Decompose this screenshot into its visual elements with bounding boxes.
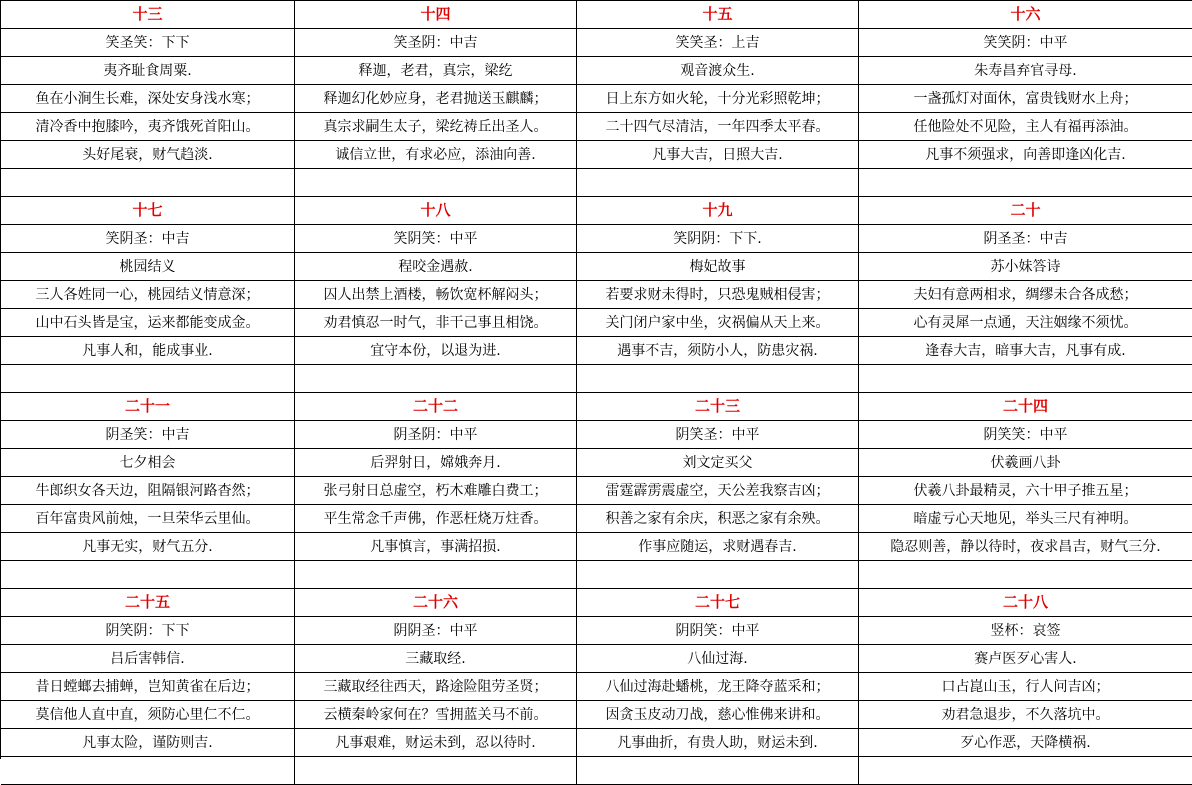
lot-verse-line-1: 雷霆霹雳震虚空，天公差我察吉凶； xyxy=(577,477,859,505)
spacer-row xyxy=(859,365,1192,393)
spacer-row xyxy=(295,757,577,785)
lot-result: 阴阴圣：中平 xyxy=(295,617,577,645)
spacer-row xyxy=(1,169,295,197)
lot-story: 夷齐耻食周粟. xyxy=(1,57,295,85)
spacer-row xyxy=(1,561,295,589)
lot-advice: 凡事人和，能成事业. xyxy=(1,337,295,365)
lot-number: 十七 xyxy=(1,197,295,225)
lot-result: 阴笑阴：下下 xyxy=(1,617,295,645)
lot-number: 十六 xyxy=(859,1,1192,29)
lot-advice: 诚信立世，有求必应，添油向善. xyxy=(295,141,577,169)
lot-result: 笑圣笑：下下 xyxy=(1,29,295,57)
lot-advice: 凡事慎言，事满招损. xyxy=(295,533,577,561)
lot-story: 伏羲画八卦 xyxy=(859,449,1192,477)
lot-verse-line-1: 八仙过海赴蟠桃，龙王降夺蓝采和； xyxy=(577,673,859,701)
lot-advice: 凡事曲折，有贵人助，财运未到. xyxy=(577,729,859,757)
lot-result: 笑阴笑：中平 xyxy=(295,225,577,253)
lot-verse-line-2: 平生常念千声佛，作恶枉烧万炷香。 xyxy=(295,505,577,533)
lot-story: 赛卢医歹心害人. xyxy=(859,645,1192,673)
spacer-row xyxy=(577,169,859,197)
spacer-row xyxy=(859,757,1192,785)
lot-number: 十三 xyxy=(1,1,295,29)
lot-verse-line-1: 日上东方如火轮，十分光彩照乾坤； xyxy=(577,85,859,113)
lot-number: 二十 xyxy=(859,197,1192,225)
lot-advice: 遇事不吉，须防小人，防患灾祸. xyxy=(577,337,859,365)
lot-advice: 作事应随运，求财遇春吉. xyxy=(577,533,859,561)
spacer-row xyxy=(859,561,1192,589)
lot-story: 程咬金遇赦. xyxy=(295,253,577,281)
lot-verse-line-2: 劝君慎忍一时气，非干己事且相饶。 xyxy=(295,309,577,337)
lot-advice: 凡事无实，财气五分. xyxy=(1,533,295,561)
lot-verse-line-2: 劝君急退步，不久落坑中。 xyxy=(859,701,1192,729)
lot-story: 梅妃故事 xyxy=(577,253,859,281)
lot-verse-line-2: 任他险处不见险，主人有福再添油。 xyxy=(859,113,1192,141)
lot-result: 阴笑圣：中平 xyxy=(577,421,859,449)
lot-verse-line-2: 暗虚亏心天地见，举头三尺有神明。 xyxy=(859,505,1192,533)
spacer-row xyxy=(859,169,1192,197)
lot-number: 二十一 xyxy=(1,393,295,421)
spacer-row xyxy=(577,757,859,785)
lot-verse-line-2: 百年富贵风前烛，一旦荣华云里仙。 xyxy=(1,505,295,533)
lot-number: 二十七 xyxy=(577,589,859,617)
lot-verse-line-1: 昔日螳螂去捕蝉，岂知黄雀在后边； xyxy=(1,673,295,701)
lot-story: 苏小妹答诗 xyxy=(859,253,1192,281)
lot-verse-line-2: 莫信他人直中直，须防心里仁不仁。 xyxy=(1,701,295,729)
spacer-row xyxy=(1,365,295,393)
lot-story: 释迦，老君，真宗，梁纥 xyxy=(295,57,577,85)
spacer-row xyxy=(295,169,577,197)
lot-story: 三藏取经. xyxy=(295,645,577,673)
lot-story: 朱寿昌弃官寻母. xyxy=(859,57,1192,85)
lot-result: 阴阴笑：中平 xyxy=(577,617,859,645)
lot-number: 十五 xyxy=(577,1,859,29)
lot-verse-line-1: 伏羲八卦最精灵，六十甲子推五星； xyxy=(859,477,1192,505)
lot-story: 吕后害韩信. xyxy=(1,645,295,673)
spacer-row xyxy=(577,561,859,589)
lot-advice: 隐忍则善，静以待时，夜求昌吉，财气三分. xyxy=(859,533,1192,561)
lot-number: 二十三 xyxy=(577,393,859,421)
lot-story: 七夕相会 xyxy=(1,449,295,477)
lot-result: 笑阴阴：下下. xyxy=(577,225,859,253)
lot-advice: 逢春大吉，暗事大吉，凡事有成. xyxy=(859,337,1192,365)
lot-result: 阴圣笑：中吉 xyxy=(1,421,295,449)
lot-result: 笑笑阴：中平 xyxy=(859,29,1192,57)
lot-verse-line-2: 清冷香中抱膝吟，夷齐饿死首阳山。 xyxy=(1,113,295,141)
lot-advice: 宜守本份，以退为进. xyxy=(295,337,577,365)
lot-result: 阴笑笑：中平 xyxy=(859,421,1192,449)
spacer-row xyxy=(295,561,577,589)
spacer-row xyxy=(1,757,295,785)
lot-story: 刘文定买父 xyxy=(577,449,859,477)
lot-number: 二十六 xyxy=(295,589,577,617)
lot-verse-line-1: 口占崑山玉，行人问吉凶； xyxy=(859,673,1192,701)
lot-verse-line-2: 山中石头皆是宝，运来都能变成金。 xyxy=(1,309,295,337)
lot-verse-line-2: 云横秦岭家何在？雪拥蓝关马不前。 xyxy=(295,701,577,729)
lot-verse-line-1: 牛郎织女各天边，阻隔银河路杳然； xyxy=(1,477,295,505)
lot-verse-line-2: 关门闭户家中坐，灾祸偏从天上来。 xyxy=(577,309,859,337)
lot-verse-line-1: 三人各姓同一心，桃园结义情意深； xyxy=(1,281,295,309)
lot-number: 十九 xyxy=(577,197,859,225)
lot-verse-line-1: 一盏孤灯对面休，富贵钱财水上舟； xyxy=(859,85,1192,113)
lot-verse-line-1: 张弓射日总虚空，朽木难雕白费工； xyxy=(295,477,577,505)
lot-verse-line-2: 真宗求嗣生太子，梁纥祷丘出圣人。 xyxy=(295,113,577,141)
lot-story: 后羿射日，嫦娥奔月. xyxy=(295,449,577,477)
lot-verse-line-1: 鱼在小涧生长难，深处安身浅水寒； xyxy=(1,85,295,113)
lot-number: 十八 xyxy=(295,197,577,225)
lot-verse-line-1: 释迦幻化妙应身，老君抛送玉麒麟； xyxy=(295,85,577,113)
lot-result: 阴圣圣：中吉 xyxy=(859,225,1192,253)
lot-verse-line-1: 三藏取经往西天，路途险阻劳圣贤； xyxy=(295,673,577,701)
spacer-row xyxy=(295,365,577,393)
lot-advice: 歹心作恶，天降横祸. xyxy=(859,729,1192,757)
lot-number: 二十五 xyxy=(1,589,295,617)
lot-number: 二十八 xyxy=(859,589,1192,617)
lot-advice: 头好尾衰，财气趋淡. xyxy=(1,141,295,169)
lot-result: 笑圣阴：中吉 xyxy=(295,29,577,57)
lot-advice: 凡事大吉，日照大吉. xyxy=(577,141,859,169)
lot-result: 阴圣阴：中平 xyxy=(295,421,577,449)
lot-number: 十四 xyxy=(295,1,577,29)
lot-advice: 凡事不须强求，向善即逢凶化吉. xyxy=(859,141,1192,169)
lot-verse-line-2: 心有灵犀一点通，天注姻缘不须忧。 xyxy=(859,309,1192,337)
lot-number: 二十二 xyxy=(295,393,577,421)
lot-story: 八仙过海. xyxy=(577,645,859,673)
spacer-row xyxy=(577,365,859,393)
lot-result: 笑笑圣：上吉 xyxy=(577,29,859,57)
lot-result: 笑阴圣：中吉 xyxy=(1,225,295,253)
lot-story: 观音渡众生. xyxy=(577,57,859,85)
lot-advice: 凡事太险，谨防则吉. xyxy=(1,729,295,757)
lot-result: 竖杯：哀签 xyxy=(859,617,1192,645)
lot-verse-line-2: 积善之家有余庆，积恶之家有余殃。 xyxy=(577,505,859,533)
lot-story: 桃园结义 xyxy=(1,253,295,281)
lot-verse-line-2: 二十四气尽清洁，一年四季太平春。 xyxy=(577,113,859,141)
lot-verse-line-1: 囚人出禁上酒楼，畅饮宽杯解闷头； xyxy=(295,281,577,309)
lot-verse-line-1: 若要求财未得时，只恐鬼贼相侵害； xyxy=(577,281,859,309)
lot-verse-line-1: 夫妇有意两相求，绸缪未合各成愁； xyxy=(859,281,1192,309)
lot-number: 二十四 xyxy=(859,393,1192,421)
lot-advice: 凡事艰难，财运未到，忍以待时. xyxy=(295,729,577,757)
lot-verse-line-2: 因贪玉皮动刀战，慈心惟佛来讲和。 xyxy=(577,701,859,729)
